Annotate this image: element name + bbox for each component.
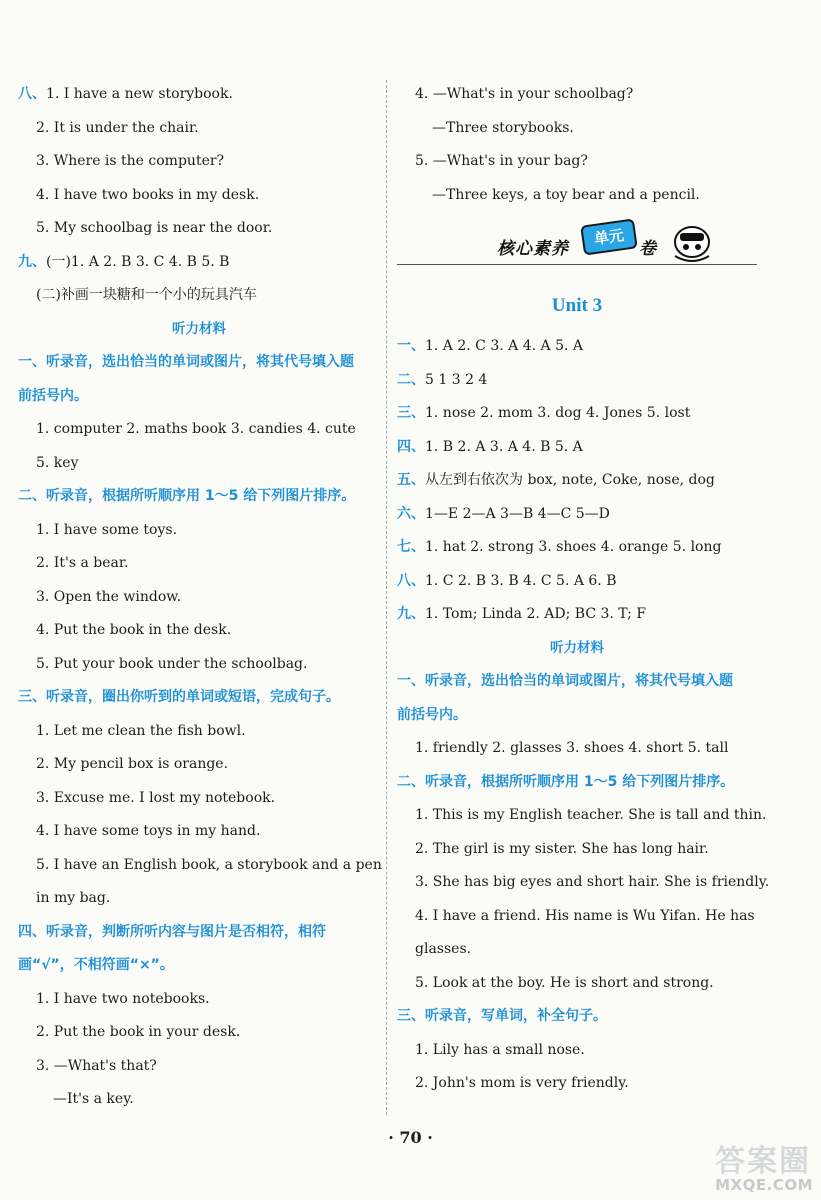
right-top-block [397, 78, 757, 212]
answer-line [18, 112, 380, 146]
answer-text: 1—E 2—A 3—B 4—C 5—D [425, 505, 610, 522]
section-heading: 四、听录音，判断所听内容与图片是否相符，相符 [18, 923, 326, 940]
answer-line [397, 799, 767, 833]
answer-text: 1. Lily has a small nose. [415, 1041, 585, 1058]
banner-title: 核心素养 [497, 239, 569, 259]
answer-text: (二)补画一块糖和一个小的玩具汽车 [36, 287, 257, 303]
answer-line [397, 866, 770, 900]
answer-text: 1. A 2. C 3. A 4. A 5. A [425, 338, 583, 354]
answer-text: 1. This is my English teacher. She is tall and thin. [415, 807, 767, 823]
answer-text: 4. Put the book in the desk. [36, 622, 232, 638]
answer-line [397, 179, 757, 213]
answer-text: 2. It is under the chair. [36, 119, 199, 136]
page-number: · 70 · [388, 1128, 433, 1147]
section-heading: 三、听录音，圈出你听到的单词或短语，完成句子。 [18, 689, 340, 705]
section-number: 一、 [397, 338, 425, 354]
section-header: 听力材料 [172, 320, 226, 337]
banner-badge: 单元 [580, 218, 638, 255]
answer-text: 3. Excuse me. I lost my notebook. [36, 789, 276, 806]
answer-text: 1. friendly 2. glasses 3. shoes 4. short 5. tall [415, 740, 729, 756]
answer-line [397, 1067, 757, 1101]
answer-line [397, 397, 757, 431]
answer-text: 5. key [36, 454, 79, 471]
answer-text: 1. Tom; Linda 2. AD; BC 3. T; F [425, 606, 647, 622]
section-heading: 二、听录音，根据所听顺序用 1～5 给下列图片排序。 [397, 773, 735, 790]
answer-line [18, 849, 380, 883]
answer-text: (一)1. A 2. B 3. C 4. B 5. B [46, 253, 230, 270]
answer-line [18, 447, 380, 481]
answer-text: 1. Let me clean the fish bowl. [36, 722, 246, 739]
answer-text: 1. I have two notebooks. [36, 990, 210, 1007]
answer-text: 4. I have a friend. His name is Wu Yifan. He has [415, 907, 755, 924]
answer-line [18, 648, 380, 682]
answer-text: in my bag. [36, 890, 111, 906]
watermark-big: 答案圈 [715, 1144, 811, 1179]
answer-line [397, 112, 757, 146]
answer-text: 1. B 2. A 3. A 4. B 5. A [425, 438, 583, 455]
answer-text: 3. Where is the computer? [36, 153, 225, 169]
answer-text: 3. She has big eyes and short hair. She is friendly. [415, 874, 770, 890]
answer-text: 1. I have some toys. [36, 521, 178, 538]
answer-text: 3. Open the window. [36, 588, 182, 605]
right-bottom-block [397, 330, 770, 1101]
answer-line [18, 514, 380, 548]
answer-line [397, 967, 757, 1001]
answer-line [18, 547, 380, 581]
section-heading: 前括号内。 [18, 387, 88, 404]
section-number: 二、 [397, 371, 425, 388]
answer-text: 1. hat 2. strong 3. shoes 4. orange 5. long [425, 539, 722, 555]
answer-line [18, 882, 380, 916]
answer-line [18, 246, 380, 280]
answer-text: 4. I have two books in my desk. [36, 186, 260, 203]
answer-line [18, 145, 380, 179]
section-heading: 一、听录音，选出恰当的单词或图片，将其代号填入题 [397, 673, 733, 689]
section-number: 八、 [397, 572, 425, 589]
answer-line [18, 815, 380, 849]
section-heading: 前括号内。 [397, 706, 467, 723]
answer-text: 5. I have an English book, a storybook and a pen [36, 856, 382, 873]
answer-line [18, 413, 380, 447]
answer-text: —Three storybooks. [432, 119, 574, 136]
answer-line [18, 212, 380, 246]
unit-banner [397, 212, 757, 282]
answer-text: 2. The girl is my sister. She has long hair. [415, 840, 709, 857]
answer-line [397, 78, 757, 112]
answer-text: 4. —What's in your schoolbag? [415, 86, 634, 102]
answer-line [397, 900, 757, 934]
answer-text: 5. My schoolbag is near the door. [36, 220, 273, 236]
left-column [18, 78, 380, 1117]
answer-line [397, 933, 757, 967]
answer-text: 5 1 3 2 4 [425, 371, 488, 388]
answer-text: 4. I have some toys in my hand. [36, 823, 261, 839]
answer-line [18, 1016, 380, 1050]
section-number: 四、 [397, 438, 425, 455]
section-heading: 三、听录音，写单词，补全句子。 [397, 1008, 607, 1024]
answer-line [18, 581, 380, 615]
section-number: 五、 [397, 472, 425, 488]
answer-text: 1. nose 2. mom 3. dog 4. Jones 5. lost [425, 405, 691, 421]
answer-text: 1. I have a new storybook. [46, 86, 233, 102]
watermark-url: MXQE.COM [715, 1176, 813, 1194]
answer-line [397, 464, 757, 498]
section-header: 听力材料 [550, 639, 604, 656]
answer-text: 5. —What's in your bag? [415, 153, 588, 169]
answer-line [397, 1034, 757, 1068]
answer-line [397, 431, 757, 465]
section-number: 六、 [397, 505, 425, 522]
answer-text: 2. John's mom is very friendly. [415, 1075, 629, 1091]
watermark-logo [688, 1136, 813, 1194]
answer-text: 2. Put the book in your desk. [36, 1024, 241, 1040]
right-column [397, 78, 770, 1101]
section-heading: 二、听录音，根据所听顺序用 1～5 给下列图片排序。 [18, 488, 356, 504]
answer-line [397, 364, 757, 398]
column-divider [386, 80, 387, 1115]
answer-text: 2. It's a bear. [36, 555, 129, 571]
answer-text: 2. My pencil box is orange. [36, 756, 229, 772]
section-number: 三、 [397, 405, 425, 421]
answer-line [397, 330, 757, 364]
answer-text: 1. C 2. B 3. B 4. C 5. A 6. B [425, 572, 617, 589]
answer-text: 5. Look at the boy. He is short and strong. [415, 974, 714, 991]
answer-line [18, 983, 380, 1017]
answer-text: 1. computer 2. maths book 3. candies 4. cute [36, 421, 356, 437]
answer-line [397, 732, 757, 766]
answer-line [18, 1050, 380, 1084]
answer-text: —It's a key. [53, 1091, 134, 1107]
section-number: 八、 [18, 86, 46, 102]
unit-title: Unit 3 [551, 295, 603, 316]
answer-line [397, 598, 757, 632]
answer-text: 从左到右依次为 box, note, Coke, nose, dog [425, 472, 715, 488]
answer-line [18, 614, 380, 648]
answer-line [18, 715, 380, 749]
answer-text: 3. —What's that? [36, 1057, 157, 1074]
answer-line [18, 78, 380, 112]
section-number: 九、 [397, 606, 425, 622]
answer-line [18, 1083, 380, 1117]
answer-line [397, 531, 757, 565]
answer-line [397, 833, 757, 867]
answer-text: —Three keys, a toy bear and a pencil. [432, 186, 700, 203]
answer-line [18, 748, 380, 782]
answer-text: glasses. [415, 941, 472, 957]
section-number: 九、 [18, 253, 46, 270]
answer-line [18, 279, 380, 313]
answer-line [397, 498, 757, 532]
answer-line [397, 565, 757, 599]
section-heading: 画“√”，不相符画“×”。 [18, 957, 174, 973]
section-number: 七、 [397, 539, 425, 555]
answer-line [397, 145, 757, 179]
banner-rule [397, 264, 757, 265]
section-heading: 一、听录音，选出恰当的单词或图片，将其代号填入题 [18, 354, 354, 370]
answer-line [18, 179, 380, 213]
banner-suffix: 卷 [639, 239, 657, 259]
answer-line [18, 782, 380, 816]
answer-text: 5. Put your book under the schoolbag. [36, 655, 308, 672]
mascot-icon [667, 218, 717, 264]
